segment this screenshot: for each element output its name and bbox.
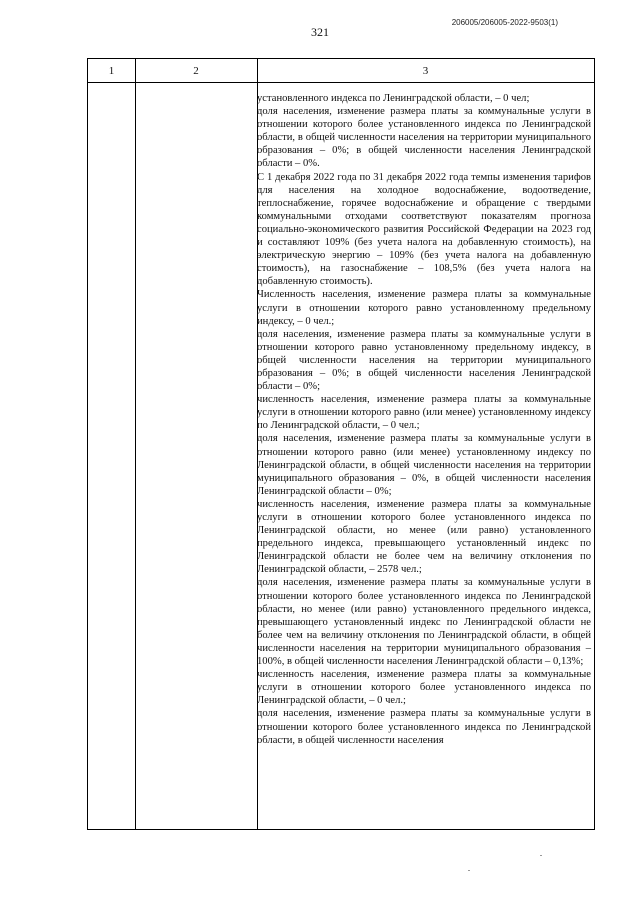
document-reference: 206005/206005-2022-9503(1) — [451, 18, 558, 27]
table-header-row — [88, 59, 594, 83]
paragraph: доля населения, изменение размера платы за коммунальные услуги в отношении которого более установленного индекса по Ленинградской области, в общей численности населения на территории муниципального образования – 0%; в общей численности населения Ленинградской области – 0%. — [257, 106, 591, 170]
paragraph: доля населения, изменение размера платы за коммунальные услуги в отношении которого равно установленному предельному индексу, в общей численности населения на территории муниципального образования – 0%; в общей численности населения Ленинградской области – 0%; — [257, 328, 591, 393]
paragraph: Численность населения, изменение размера платы за коммунальные услуги в отношении которого равно установленному предельному индексу, – 0 чел.; — [257, 289, 591, 327]
paragraph: доля населения, изменение размера платы за коммунальные услуги в отношении которого равно (или менее) установленному индексу по Ленинградской области, в общей численности населения на территории муниципального образования – 0%, в общей численности населения Ленинградской области – 0%; — [257, 433, 591, 497]
paragraph: доля населения, изменение размера платы за коммунальные услуги в отношении которого более установленного индекса по Ленинградской области, в общей численности населения — [257, 708, 591, 746]
column-header-3: 3 — [422, 65, 429, 77]
paragraph: численность населения, изменение размера платы за коммунальные услуги в отношении которого более установленного индекса по Ленинградской области, но менее (или равно) установленного предельного индекса, превышающего установленный индекс по Ленинградской области не более чем на величину отклонения по Ленинградской области, – 2578 чел.; — [257, 498, 591, 576]
paragraph: численность населения, изменение размера платы за коммунальные услуги в отношении которого равно (или менее) установленному индексу по Ленинградской области, – 0 чел.; — [257, 394, 591, 432]
scan-speck — [468, 870, 470, 871]
paragraph: С 1 декабря 2022 года по 31 декабря 2022 года темпы изменения тарифов для населения на холодное водоснабжение, водоотведение, теплоснабжение, горячее водоснабжение и обращение с твердыми коммунальными отходами соответствуют показателям прогноза социально-экономического развития Российской Федерации на 2023 год и составляют 109% (без учета налога на добавленную стоимость), на электрическую энергию – 109% (без учета налога на добавленную стоимость), на газоснабжение – 108,5% (без учета налога на добавленную стоимость). — [257, 171, 591, 288]
column-divider-1 — [135, 59, 136, 829]
column-3-content — [257, 92, 591, 747]
paragraph: численность населения, изменение размера платы за коммунальные услуги в отношении которого более установленного индекса по Ленинградской области, – 0 чел.; — [257, 669, 591, 707]
column-header-2: 2 — [193, 65, 199, 77]
scan-speck — [540, 855, 542, 856]
page-number: 321 — [311, 25, 329, 39]
paragraph: доля населения, изменение размера платы за коммунальные услуги в отношении которого более установленного индекса по Ленинградской области, но менее (или равно) установленного предельного индекса, превышающего установленный индекс по Ленинградской области не более чем на величину отклонения по Ленинградской области, в общей численности населения на территории муниципального образования – 100%, в общей численности населения Ленинградской области – 0,13%; — [257, 577, 591, 668]
column-header-1: 1 — [108, 65, 115, 77]
paragraph: установленного индекса по Ленинградской области, – 0 чел; — [257, 93, 530, 104]
